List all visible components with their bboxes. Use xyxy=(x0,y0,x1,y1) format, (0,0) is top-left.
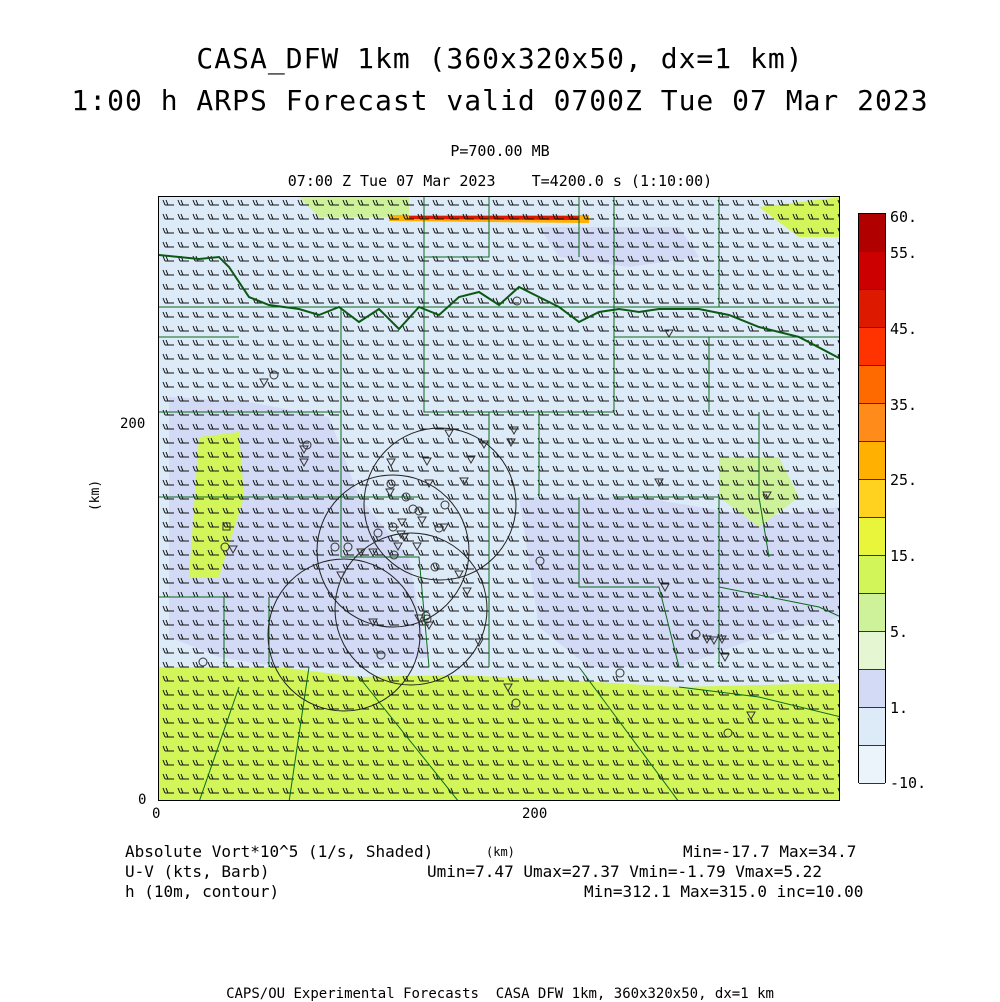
title-line-1: CASA_DFW 1km (360x320x50, dx=1 km) xyxy=(196,42,804,75)
colorbar-label: 5. xyxy=(890,623,909,641)
field1-range: Min=-17.7 Max=34.7 xyxy=(683,842,857,861)
colorbar-label: 25. xyxy=(890,471,918,489)
field2-label: U-V (kts, Barb) xyxy=(125,862,270,881)
field1-label: Absolute Vort*10^5 (1/s, Shaded) xyxy=(125,842,434,861)
colorbar-segment xyxy=(859,404,885,442)
map-svg xyxy=(159,197,840,801)
x-tick-200: 200 xyxy=(522,806,548,822)
colorbar-segment xyxy=(859,328,885,366)
colorbar-label: 35. xyxy=(890,396,918,414)
colorbar-segment xyxy=(859,746,885,784)
colorbar-segment xyxy=(859,518,885,556)
y-tick-0: 0 xyxy=(138,792,147,808)
field2-range: Umin=7.47 Umax=27.37 Vmin=-1.79 Vmax=5.22 xyxy=(427,862,822,881)
colorbar-label: 55. xyxy=(890,244,918,262)
colorbar-label: -10. xyxy=(890,774,927,792)
title-line-2: 1:00 h ARPS Forecast valid 0700Z Tue 07 Mar 2023 xyxy=(71,84,929,117)
colorbar-segment xyxy=(859,252,885,290)
colorbar xyxy=(858,213,886,783)
y-tick-200: 200 xyxy=(120,416,146,432)
colorbar-label: 15. xyxy=(890,547,918,565)
vorticity-shading-green-south xyxy=(159,667,840,801)
colorbar-label: 45. xyxy=(890,320,918,338)
x-tick-0: 0 xyxy=(152,806,161,822)
y-axis-unit: (km) xyxy=(88,479,104,512)
colorbar-segment xyxy=(859,480,885,518)
field3-range: Min=312.1 Max=315.0 inc=10.00 xyxy=(584,882,864,901)
colorbar-segment xyxy=(859,556,885,594)
colorbar-segment xyxy=(859,670,885,708)
colorbar-segment xyxy=(859,708,885,746)
colorbar-segment xyxy=(859,632,885,670)
colorbar-label: 60. xyxy=(890,208,918,226)
valid-time: 07:00 Z Tue 07 Mar 2023 T=4200.0 s (1:10:00) xyxy=(287,172,713,190)
colorbar-segment xyxy=(859,594,885,632)
pressure-level: P=700.00 MB xyxy=(450,142,550,160)
colorbar-segment xyxy=(859,290,885,328)
map-panel xyxy=(158,196,840,801)
field3-label: h (10m, contour) xyxy=(125,882,280,901)
colorbar-label: 1. xyxy=(890,699,909,717)
credit-line: CAPS/OU Experimental Forecasts CASA DFW 1km, 360x320x50, dx=1 km xyxy=(226,986,774,1002)
colorbar-segment xyxy=(859,366,885,404)
colorbar-segment xyxy=(859,214,885,252)
colorbar-segment xyxy=(859,442,885,480)
x-axis-unit: (km) xyxy=(486,845,515,859)
